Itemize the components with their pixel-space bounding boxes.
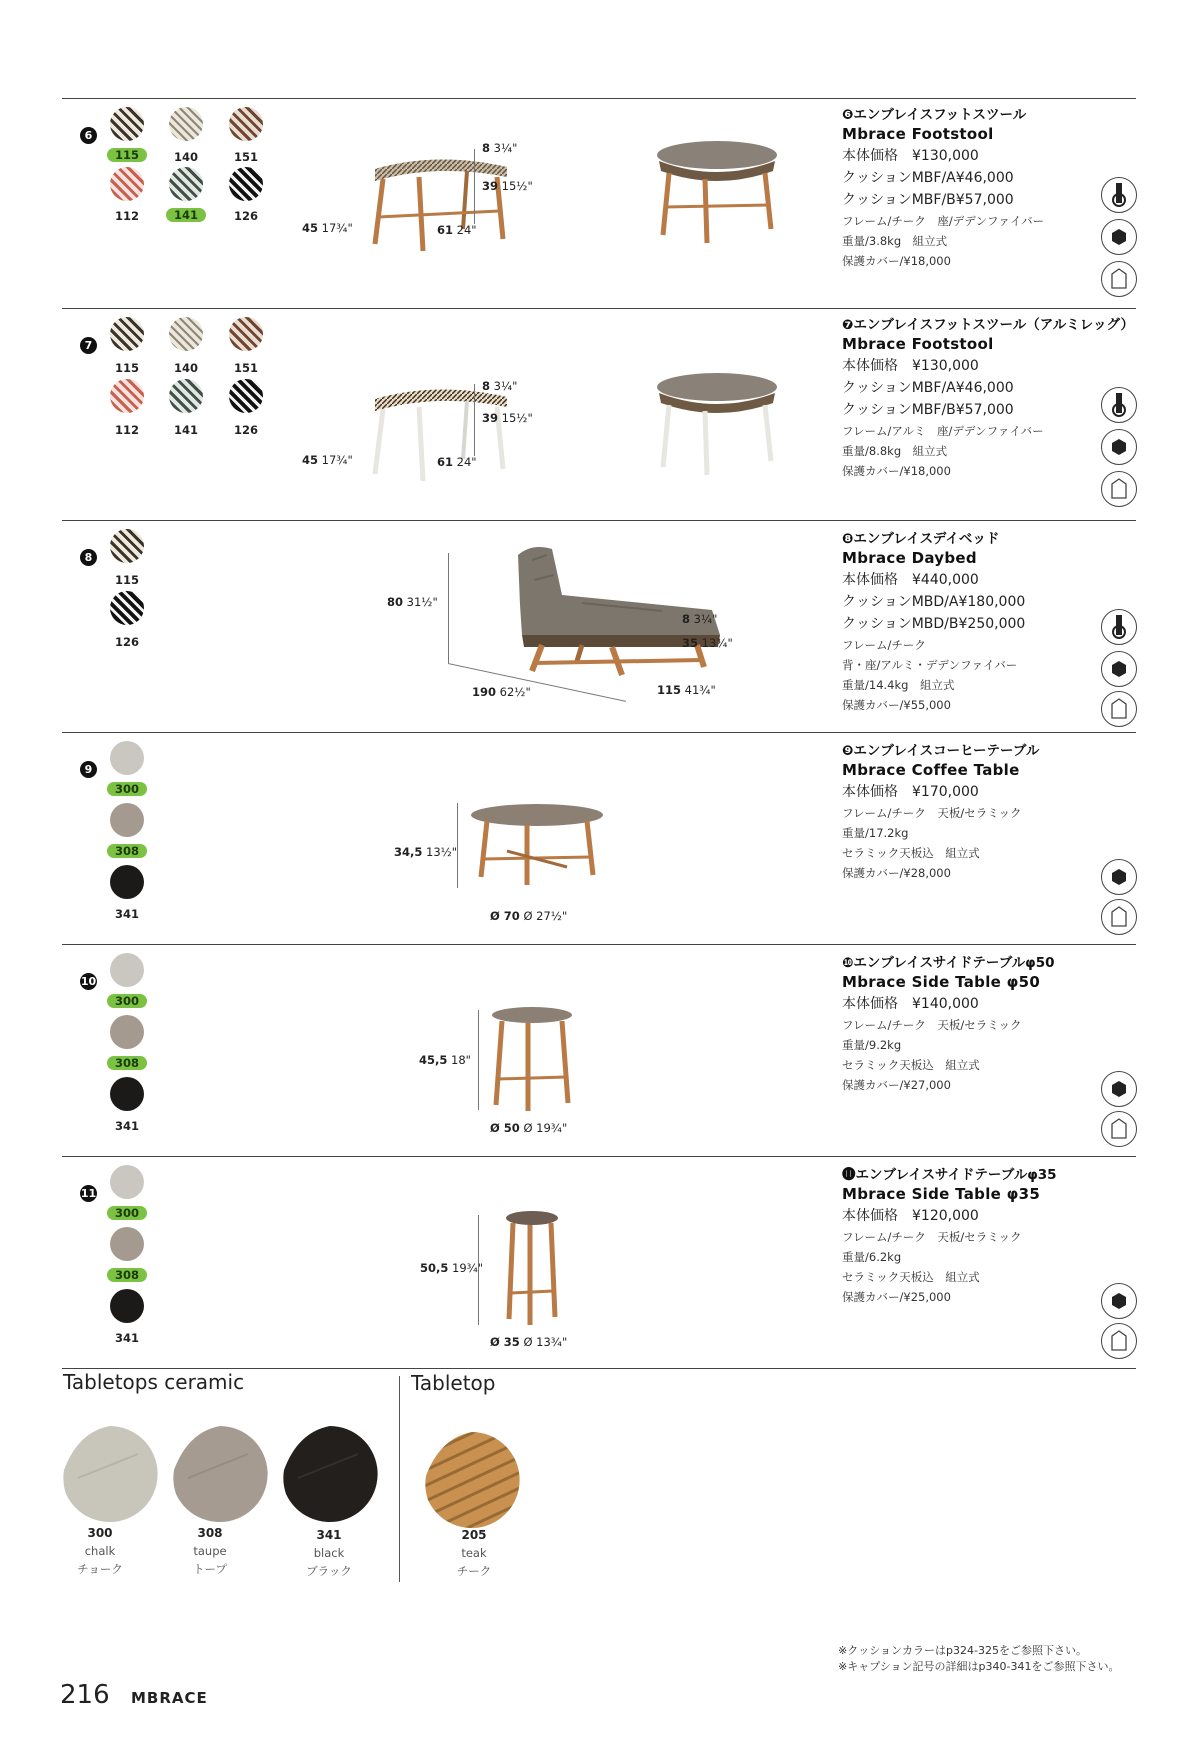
swatch-112[interactable]	[110, 379, 144, 413]
spec-line: 保護カバー/¥55,000	[842, 698, 951, 712]
spec-line: フレーム/アルミ 座/デデンファイバー	[842, 424, 1044, 438]
dim-cushion: 8 3¼"	[482, 141, 518, 155]
dim-height: 80 31½"	[387, 595, 438, 609]
dim-height: 39 15½"	[482, 179, 533, 193]
side-table-35-drawing	[497, 1209, 567, 1329]
footstool-aluminium-cushion-drawing	[647, 369, 787, 479]
dim-line	[474, 149, 475, 224]
tabletop-label-205	[434, 1526, 514, 1580]
tabletop-name-en: taupe	[193, 1544, 227, 1558]
brand-name: MBRACE	[131, 1689, 208, 1707]
tabletop-black-swatch[interactable]	[278, 1422, 382, 1526]
price-line: 本体価格 ¥440,000	[842, 572, 979, 588]
swatch-label: 300	[107, 1206, 147, 1220]
dim-depth: 45 17¾"	[302, 453, 353, 467]
cover-icon	[1101, 261, 1137, 297]
item-number: 6	[80, 127, 97, 144]
product-section-10	[62, 944, 1136, 1157]
product-title-en: Mbrace Side Table φ35	[842, 1185, 1041, 1203]
dim-height: 45,5 18"	[419, 1053, 471, 1067]
cover-icon	[1101, 691, 1137, 727]
swatch-115[interactable]	[110, 529, 144, 563]
spec-line: 重量/8.8kg 組立式	[842, 444, 948, 458]
swatch-308[interactable]	[110, 1015, 144, 1049]
outdoor-icon	[1101, 219, 1137, 255]
product-title-jp: ❾エンブレイスコーヒーテーブル	[842, 743, 1040, 759]
price-line: 本体価格 ¥130,000	[842, 148, 979, 164]
swatch-300[interactable]	[110, 953, 144, 987]
swatch-label: 308	[107, 1268, 147, 1282]
swatch-label: 151	[233, 361, 258, 375]
tabletop-label-308	[170, 1524, 250, 1578]
spec-line: 保護カバー/¥18,000	[842, 464, 951, 478]
swatch-label: 308	[107, 844, 147, 858]
tabletop-name-jp: ブラック	[306, 1564, 352, 1578]
cover-icon	[1101, 471, 1137, 507]
swatch-341[interactable]	[110, 1289, 144, 1323]
outdoor-icon	[1101, 1283, 1137, 1319]
swatch-label: 141	[166, 208, 206, 222]
product-title-jp: ❽エンブレイスデイベッド	[842, 531, 1000, 547]
swatch-141[interactable]	[169, 167, 203, 201]
swatch-341[interactable]	[110, 1077, 144, 1111]
dim-height: 50,5 19¾"	[420, 1261, 484, 1275]
tabletop-name-en: black	[313, 1546, 345, 1560]
swatch-151[interactable]	[229, 317, 263, 351]
outdoor-icon	[1101, 429, 1137, 465]
price-line: クッションMBF/A¥46,000	[842, 380, 1014, 396]
product-title-en: Mbrace Footstool	[842, 125, 994, 143]
product-title-jp: ⓫エンブレイスサイドテーブルφ35	[842, 1167, 1057, 1183]
spec-line: セラミック天板込 組立式	[842, 1058, 980, 1072]
daybed-drawing	[462, 535, 742, 685]
swatch-label: 112	[114, 423, 139, 437]
outdoor-icon	[1101, 859, 1137, 895]
coffee-table-drawing	[467, 803, 607, 893]
spec-line: フレーム/チーク	[842, 638, 926, 652]
product-title-en: Mbrace Side Table φ50	[842, 973, 1041, 991]
dim-diameter: Ø 50 Ø 19¾"	[490, 1121, 568, 1135]
tabletop-code: 308	[197, 1526, 223, 1540]
item-number: 11	[80, 1187, 97, 1200]
product-info	[842, 1163, 1057, 1305]
spec-line: 背・座/アルミ・デデンファイバー	[842, 658, 1018, 672]
spec-line: 保護カバー/¥18,000	[842, 254, 951, 268]
swatch-341[interactable]	[110, 865, 144, 899]
product-section-7	[62, 308, 1136, 521]
assembly-icon	[1101, 609, 1137, 645]
swatch-label: 126	[233, 209, 258, 223]
swatch-126[interactable]	[229, 167, 263, 201]
dim-length: 190 62½"	[472, 685, 531, 699]
item-number: 10	[80, 975, 97, 988]
outdoor-icon	[1101, 651, 1137, 687]
dim-line	[474, 384, 475, 456]
price-line: クッションMBF/B¥57,000	[842, 192, 1014, 208]
price-line: 本体価格 ¥120,000	[842, 1208, 979, 1224]
product-title-jp: ❻エンブレイスフットスツール	[842, 107, 1027, 123]
tabletop-name-en: teak	[461, 1546, 487, 1560]
price-line: クッションMBD/A¥180,000	[842, 594, 1026, 610]
dim-line	[457, 803, 458, 888]
dim-depth: 45 17¾"	[302, 221, 353, 235]
dim-line	[478, 1010, 479, 1110]
assembly-icon	[1101, 177, 1137, 213]
tabletop-name-jp: チョーク	[77, 1562, 123, 1576]
swatch-308[interactable]	[110, 803, 144, 837]
dim-diameter: Ø 35 Ø 13¾"	[490, 1335, 568, 1349]
price-line: 本体価格 ¥140,000	[842, 996, 979, 1012]
spec-line: 重量/6.2kg	[842, 1250, 902, 1264]
tabletop-name-en: chalk	[84, 1544, 116, 1558]
tabletop-label-341	[289, 1526, 369, 1580]
price-line: クッションMBD/B¥250,000	[842, 616, 1026, 632]
dim-line	[448, 553, 449, 663]
spec-line: 重量/9.2kg	[842, 1038, 902, 1052]
spec-line: セラミック天板込 組立式	[842, 1270, 980, 1284]
spec-line: フレーム/チーク 天板/セラミック	[842, 1018, 1022, 1032]
swatch-115[interactable]	[110, 317, 144, 351]
swatch-label: 112	[114, 209, 139, 223]
tabletop-code: 205	[461, 1528, 487, 1542]
swatch-label: 151	[233, 150, 258, 164]
price-line: クッションMBF/A¥46,000	[842, 170, 1014, 186]
product-info	[842, 951, 1055, 1093]
item-number: 9	[80, 761, 97, 778]
tabletops-vertical-divider	[399, 1376, 400, 1582]
swatch-label: 115	[114, 361, 139, 375]
swatch-label: 140	[173, 150, 198, 164]
swatch-label: 115	[107, 148, 147, 162]
swatch-label: 126	[114, 635, 139, 649]
product-info	[842, 739, 1039, 881]
swatch-308[interactable]	[110, 1227, 144, 1261]
swatch-label: 140	[173, 361, 198, 375]
product-title-en: Mbrace Footstool	[842, 335, 994, 353]
swatch-label: 115	[114, 573, 139, 587]
tabletop-code: 341	[316, 1528, 342, 1542]
product-title-jp: ❿エンブレイスサイドテーブルφ50	[842, 955, 1055, 971]
swatch-112[interactable]	[110, 167, 144, 201]
footstool-teak-drawing	[367, 149, 527, 259]
spec-line: セラミック天板込 組立式	[842, 846, 980, 860]
swatch-label: 300	[107, 994, 147, 1008]
dim-height: 34,5 13½"	[394, 845, 458, 859]
swatch-141[interactable]	[169, 379, 203, 413]
tabletop-title: Tabletop	[411, 1371, 496, 1395]
footstool-cushion-drawing	[647, 137, 787, 247]
product-title-jp: ❼エンブレイスフットスツール（アルミレッグ）	[842, 317, 1134, 333]
tabletop-code: 300	[87, 1526, 113, 1540]
swatch-151[interactable]	[229, 107, 263, 141]
swatch-140[interactable]	[169, 107, 203, 141]
page-number: 216	[60, 1680, 110, 1710]
swatch-300[interactable]	[110, 1165, 144, 1199]
product-title-en: Mbrace Coffee Table	[842, 761, 1020, 779]
footnote: ※キャプション記号の詳細はp340-341をご参照下さい。	[838, 1660, 1120, 1673]
cover-icon	[1101, 1111, 1137, 1147]
swatch-300[interactable]	[110, 741, 144, 775]
spec-line: フレーム/チーク 天板/セラミック	[842, 806, 1022, 820]
swatch-label: 341	[114, 1119, 139, 1133]
swatch-label: 141	[173, 423, 198, 437]
tabletops-divider-top	[62, 1368, 1136, 1369]
spec-line: 保護カバー/¥27,000	[842, 1078, 951, 1092]
side-table-50-drawing	[482, 1005, 582, 1115]
product-title-en: Mbrace Daybed	[842, 549, 977, 567]
swatch-label: 341	[114, 1331, 139, 1345]
price-line: クッションMBF/B¥57,000	[842, 402, 1014, 418]
tabletop-taupe-swatch[interactable]	[168, 1422, 272, 1526]
swatch-label: 341	[114, 907, 139, 921]
product-info	[842, 313, 1134, 479]
swatch-115[interactable]	[110, 107, 144, 141]
spec-line: 重量/14.4kg 組立式	[842, 678, 955, 692]
product-section-9	[62, 732, 1136, 945]
swatch-126[interactable]	[110, 591, 144, 625]
dim-cushion: 8 3¼"	[482, 379, 518, 393]
swatch-126[interactable]	[229, 379, 263, 413]
tabletop-chalk-swatch[interactable]	[58, 1422, 162, 1526]
dim-seat: 35 13¾"	[682, 636, 733, 650]
dim-width: 61 24"	[437, 455, 477, 469]
swatch-label: 308	[107, 1056, 147, 1070]
footstool-aluminium-drawing	[367, 379, 527, 489]
dim-diameter: Ø 70 Ø 27½"	[490, 909, 568, 923]
spec-line: 重量/17.2kg	[842, 826, 909, 840]
spec-line: フレーム/チーク 座/デデンファイバー	[842, 214, 1045, 228]
swatch-140[interactable]	[169, 317, 203, 351]
spec-line: 重量/3.8kg 組立式	[842, 234, 948, 248]
product-section-6	[62, 98, 1136, 309]
product-info	[842, 527, 1025, 713]
tabletops-ceramic-title: Tabletops ceramic	[63, 1370, 245, 1394]
spec-line: フレーム/チーク 天板/セラミック	[842, 1230, 1022, 1244]
price-line: 本体価格 ¥130,000	[842, 358, 979, 374]
outdoor-icon	[1101, 1071, 1137, 1107]
product-info	[842, 103, 1044, 269]
swatch-label: 126	[233, 423, 258, 437]
tabletop-name-jp: チーク	[456, 1564, 492, 1578]
tabletop-teak-swatch[interactable]	[420, 1428, 524, 1532]
dim-width: 61 24"	[437, 223, 477, 237]
tabletop-label-300	[60, 1524, 140, 1578]
price-line: 本体価格 ¥170,000	[842, 784, 979, 800]
item-number: 8	[80, 549, 97, 566]
dim-width: 115 41¾"	[657, 683, 716, 697]
spec-line: 保護カバー/¥25,000	[842, 1290, 951, 1304]
assembly-icon	[1101, 387, 1137, 423]
item-number: 7	[80, 337, 97, 354]
swatch-label: 300	[107, 782, 147, 796]
product-section-8	[62, 520, 1136, 733]
cover-icon	[1101, 899, 1137, 935]
product-section-11	[62, 1156, 1136, 1369]
dim-height: 39 15½"	[482, 411, 533, 425]
spec-line: 保護カバー/¥28,000	[842, 866, 951, 880]
dim-cushion: 8 3¼"	[682, 612, 718, 626]
tabletop-name-jp: トープ	[193, 1562, 227, 1576]
footnote: ※クッションカラーはp324-325をご参照下さい。	[838, 1644, 1087, 1657]
cover-icon	[1101, 1323, 1137, 1359]
